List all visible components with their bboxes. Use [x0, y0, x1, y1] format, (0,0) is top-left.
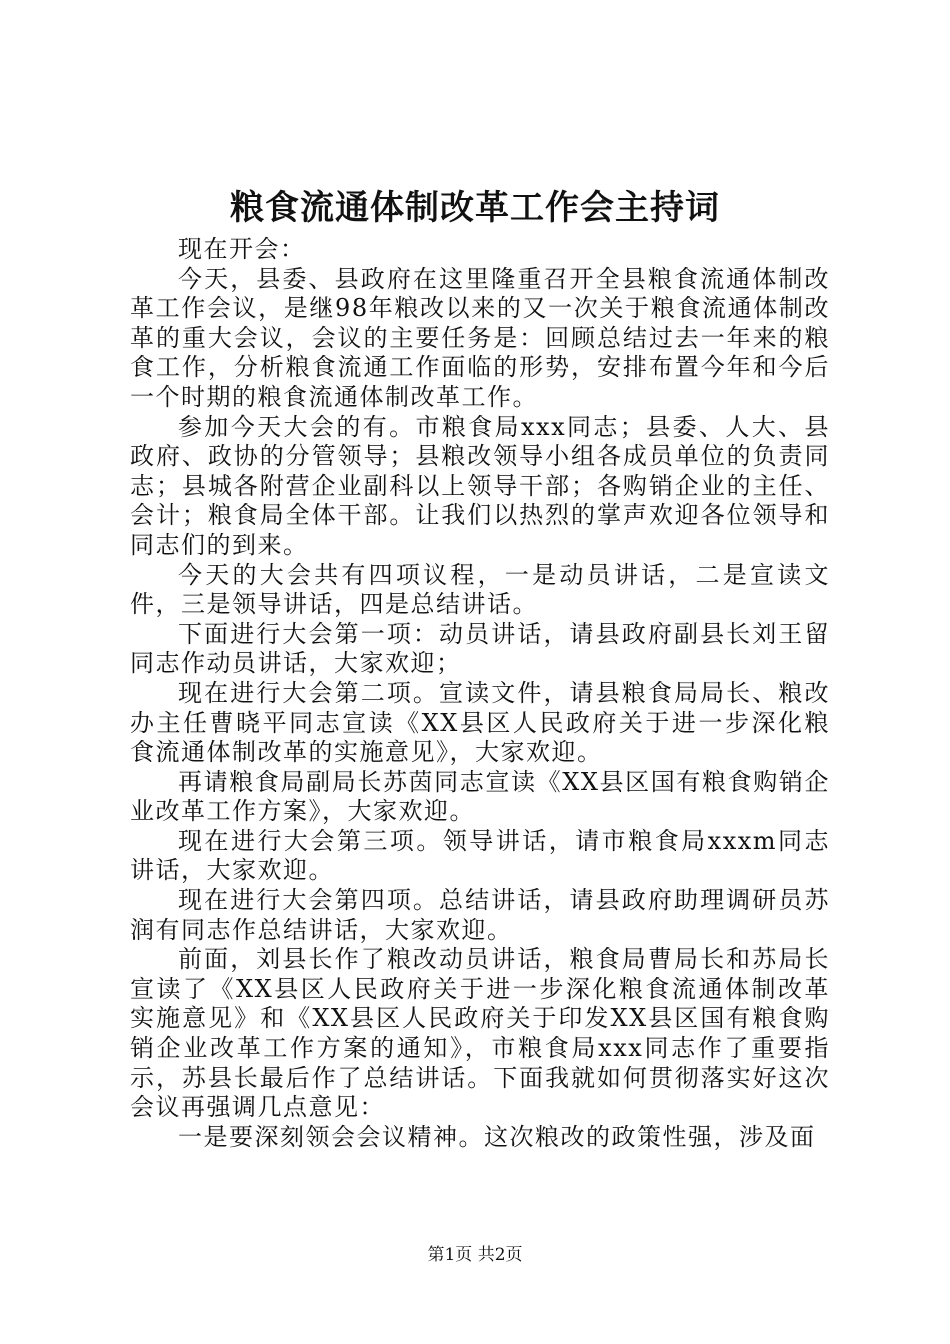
- paragraph-attendees: 参加今天大会的有。市粮食局xxx同志；县委、人大、县政府、政协的分管领导；县粮改领导小组各成员单位的负责同志；县城各附营企业副科以上领导干部；各购销企业的主任、会计；粮食局全体干部。让我们以热烈的掌声欢迎各位领导和同志们的到来。: [130, 412, 830, 559]
- paragraph-point-one: 一是要深刻领会会议精神。这次粮改的政策性强，涉及面: [178, 1122, 816, 1151]
- paragraph-item-four: 现在进行大会第四项。总结讲话，请县政府助理调研员苏润有同志作总结讲话，大家欢迎。: [130, 886, 830, 944]
- page-number-footer: 第1页 共2页: [427, 1245, 523, 1265]
- paragraph-item-one: 下面进行大会第一项：动员讲话，请县政府副县长刘王留同志作动员讲话，大家欢迎；: [130, 619, 830, 678]
- paragraph-meeting-purpose: 今天，县委、县政府在这里隆重召开全县粮食流通体制改革工作会议，是继98年粮改以来的又一次关于粮食流通体制改革的重大会议，会议的主要任务是：回顾总结过去一年来的粮食工作，分析粮食流通工作面临的形势，安排布置今年和今后一个时期的粮食流通体制改革工作。: [130, 264, 830, 411]
- paragraph-opening: 现在开会：: [178, 235, 306, 263]
- document-body: [130, 235, 830, 1152]
- paragraph-second-document: 再请粮食局副局长苏茵同志宣读《XX县区国有粮食购销企业改革工作方案》，大家欢迎。: [130, 767, 830, 826]
- paragraph-agenda: 今天的大会共有四项议程，一是动员讲话，二是宣读文件，三是领导讲话，四是总结讲话。: [130, 560, 830, 619]
- paragraph-item-two: 现在进行大会第二项。宣读文件，请县粮食局局长、粮改办主任曹晓平同志宣读《XX县区人民政府关于进一步深化粮食流通体制改革的实施意见》，大家欢迎。: [130, 678, 830, 767]
- paragraph-summary: 前面，刘县长作了粮改动员讲话，粮食局曹局长和苏局长宣读了《XX县区人民政府关于进一步深化粮食流通体制改革实施意见》和《XX县区人民政府关于印发XX县区国有粮食购销企业改革工作方案的通知》，市粮食局xxx同志作了重要指示，苏县长最后作了总结讲话。下面我就如何贯彻落实好这次会议再强调几点意见：: [130, 945, 830, 1122]
- document-title: 粮食流通体制改革工作会主持词: [230, 188, 720, 228]
- paragraph-item-three: 现在进行大会第三项。领导讲话，请市粮食局xxxm同志讲话，大家欢迎。: [130, 826, 830, 885]
